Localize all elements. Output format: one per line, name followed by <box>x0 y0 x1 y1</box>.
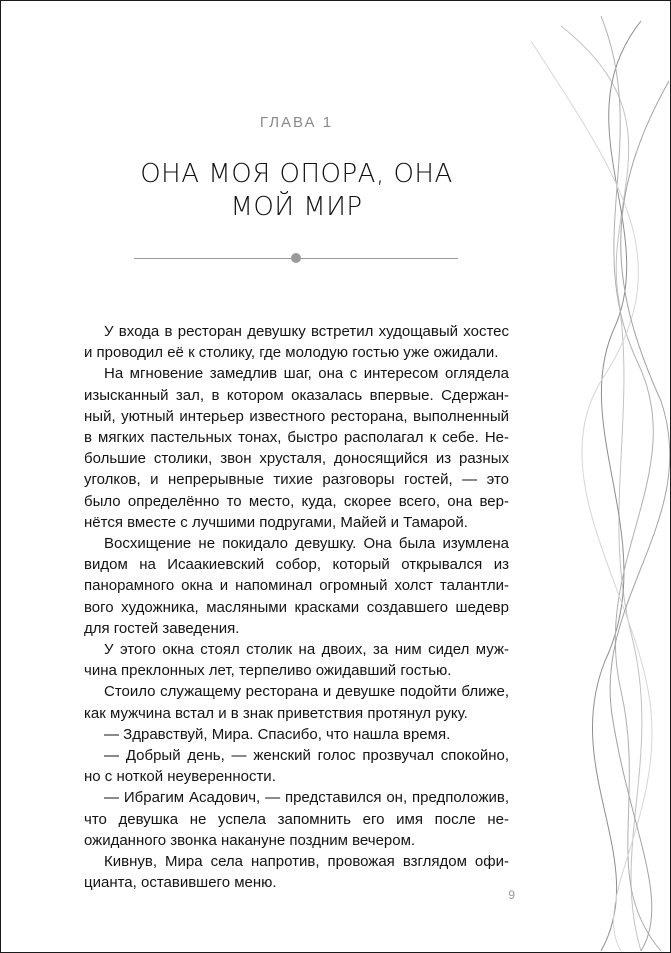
chapter-title <box>1 158 592 224</box>
paragraph: На мгновение замедлив шаг, она с интересом оглядела изысканный зал, в котором оказалась впервые. Сдержанный, уютный интерьер известного ресторана, выполненный в мягких пастельных тонах, быстро располагал к себе. Небольшие столики, звон хрусталя, доносящийся из разных уголков, и непрерывные тихие разговоры гостей, — это было определённо то место, куда, скорее всего, она вернётся вместе с лучшими подругами, Майей и Тамарой. <box>84 365 509 531</box>
paragraph: — Добрый день, — женский голос прозвучал спокойно, но с ноткой неуверенности. <box>84 747 509 786</box>
page-number: 9 <box>508 888 515 902</box>
chapter-label: ГЛАВА 1 <box>259 114 334 131</box>
chapter-title-line-2: МОЙ МИР <box>230 192 363 222</box>
paragraph: Стоило служащему ресторана и девушке подойти ближе, как мужчина встал и в знак приветствия протянул руку. <box>84 683 509 722</box>
paragraph: У входа в ресторан девушку встретил худощавый хостес и проводил её к столику, где молодую гостью уже ожидали. <box>84 323 509 362</box>
paragraph: У этого окна стоял столик на двоих, за ним сидел мужчина преклонных лет, терпеливо ожидавший гостью. <box>84 641 509 680</box>
paragraph: Кивнув, Мира села напротив, провожая взглядом официанта, оставившего меню. <box>84 853 509 892</box>
chapter-body-text <box>84 321 509 893</box>
paragraph: Восхищение не покидало девушку. Она была изумлена видом на Исаакиевский собор, который открывался из панорамного окна и напоминал огромный холст талантливого художника, масляными красками создавшего шедевр для гостей заведения. <box>84 535 509 637</box>
paragraph: — Здравствуй, Мира. Спасибо, что нашла время. <box>104 725 451 743</box>
chapter-title-line-1: ОНА МОЯ ОПОРА, ОНА <box>140 159 453 189</box>
paragraph: — Ибрагим Асадович, — представился он, предположив, что девушка не успела запомнить его имя после неожиданного звонка накануне поздним вечером. <box>84 789 509 849</box>
divider-dot-icon <box>291 253 301 263</box>
title-divider <box>134 251 458 265</box>
